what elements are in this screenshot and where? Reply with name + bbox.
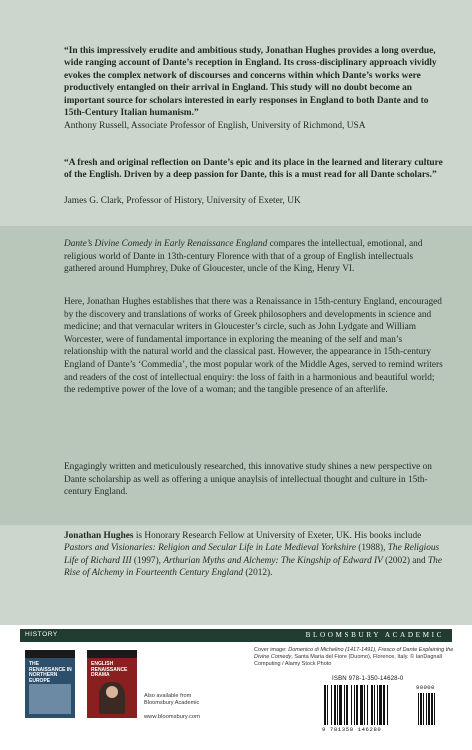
cover-stripe (25, 650, 75, 658)
barcode-bar (377, 685, 378, 725)
publisher-name: BLOOMSBURY ACADEMIC (305, 630, 444, 639)
website-link[interactable]: www.bloomsbury.com (144, 714, 200, 720)
barcode-bar (360, 685, 363, 725)
book-title: Dante’s Divine Comedy in Early Renaissance England (64, 239, 268, 249)
barcode-digits: 9 781350 146280 (322, 726, 382, 733)
barcode-bar (331, 685, 332, 725)
barcode-bar (334, 685, 336, 725)
category-label: HISTORY (25, 631, 58, 638)
also-available-text: Also available from Bloomsbury Academic (144, 693, 200, 706)
barcode-bar (351, 685, 352, 725)
barcode-bar (371, 685, 373, 725)
barcode-bar (379, 685, 382, 725)
author-name: Jonathan Hughes (64, 531, 134, 541)
cover-image-credit: Cover image: Domenico di Michelino (1417-1491), Fresco of Dante Explaining the Divine Comedy, Santa Maria del Fiore (Duomo), Florence, Italy. © IanDagnall Computing / Alamy Stock Photo (254, 647, 454, 667)
barcode-bar (367, 685, 368, 725)
barcode-bar (383, 685, 385, 725)
barcode-bar (327, 685, 328, 725)
related-book-cover-2 (87, 650, 137, 718)
review-attribution-2: James G. Clark, Professor of History, University of Exeter, UK (64, 196, 301, 206)
review-attribution-1: Anthony Russell, Associate Professor of English, University of Richmond, USA (64, 121, 366, 131)
cover-stripe (87, 650, 137, 658)
description-paragraph-3: Engagingly written and meticulously researched, this innovative study shines a new perspective on Dante scholarship as well as offering a unique anaylsis of intellectual thought and culture in 15th-century England. (64, 462, 432, 498)
barcode-addon-bar (423, 693, 424, 725)
related-book-title-2: ENGLISH RENAISSANCE DRAMA (91, 661, 128, 679)
barcode-addon-bar (431, 693, 433, 725)
description-paragraph-2: Here, Jonathan Hughes establishes that there was a Renaissance in 15th-century England, encouraged by the discovery and translations of works of Greek philosophers and developments in science and medicine; and that vernacular writers in Gloucester’s circle, such as John Lydgate and William Worcester, were of fundamental importance in exploring the meaning of the self and man’s relationship with the natural world and the classical past. However, the appearance in 15th-century England of Dante’s ‘Commedia’, the most popular work of the Middle Ages, served to remind writers and readers of the cost of intellectual enquiry: the loss of faith in a harmonious and beautiful world; the redemptive power of the love of a woman; and the tangible presence of an afterlife. (64, 297, 443, 396)
related-book-cover-1 (25, 650, 75, 718)
barcode (324, 685, 442, 727)
description-paragraph-1 (64, 238, 446, 276)
review-quote-1: “In this impressively erudite and ambitious study, Jonathan Hughes provides a long overdue, wide ranging account of Dante’s reception in England. Its cross-disciplinary approach vividly evokes the complex network of discourses and concerns within which Dante’s works were productively entangled on their arrival in England. This study will no doubt become an important source for scholars interested in early responses in England to both Dante and to 15th-Century Italian humanism.” (64, 46, 437, 119)
category-bar (20, 629, 452, 642)
barcode-bar (356, 685, 358, 725)
cover-portrait-face (106, 686, 118, 698)
barcode-bar (339, 685, 342, 725)
related-book-title-1: THE RENAISSANCE IN NORTHERN EUROPE (29, 661, 72, 684)
isbn-number: ISBN 978-1-350-14628-0 (332, 676, 404, 682)
barcode-addon-bar (426, 693, 427, 725)
barcode-bar (337, 685, 338, 725)
review-quote-2: “A fresh and original reflection on Dante’s epic and its place in the learned and literary culture of the English. Driven by a deep passion for Dante, this is a must read for all Dante scholars.” (64, 158, 443, 181)
barcode-addon-bar (434, 693, 435, 725)
barcode-bar (364, 685, 365, 725)
barcode-block (314, 676, 446, 734)
barcode-addon-bar (418, 693, 419, 725)
barcode-bar (354, 685, 355, 725)
barcode-bar (346, 685, 348, 725)
barcode-bar (374, 685, 375, 725)
description-text: compares the intellectual, emotional, and religious world of Dante in 13th-century Florence with that of a group of English intellectuals gathered around Humphrey, Duke of Gloucester, uncle of the King, Henry VI. (64, 239, 423, 275)
author-bio: Jonathan Hughes is Honorary Research Fellow at University of Exeter, UK. His books include Pastors and Visionaries: Religion and Secular Life in Late Medieval Yorkshire (1988), The Religious Life of Richard III (1997), Arthurian Myths and Alchemy: The Kingship of Edward IV (2002) and The Rise of Alchemy in Fourteenth Century England (2012). (64, 531, 442, 579)
barcode-bar (344, 685, 345, 725)
barcode-bar (324, 685, 326, 725)
barcode-addon-bar (420, 693, 422, 725)
barcode-bar (387, 685, 388, 725)
cover-illustration (29, 684, 71, 714)
barcode-addon-digits: 90000 (416, 684, 435, 691)
barcode-addon-bar (428, 693, 430, 725)
